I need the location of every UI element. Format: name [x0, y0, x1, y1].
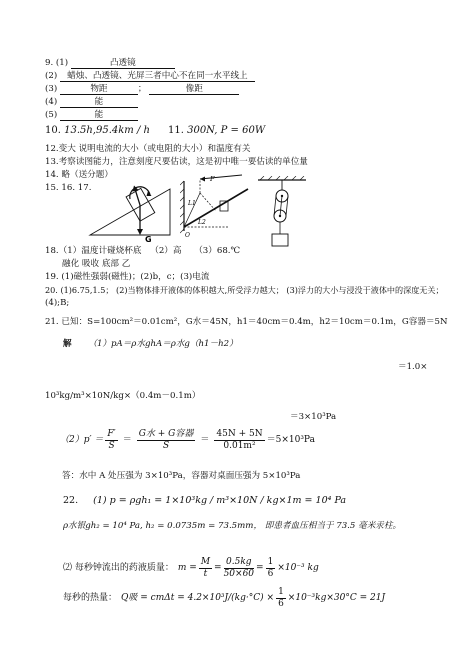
q21-frac3-den: 0.01m² — [223, 441, 256, 451]
q21-frac2-den: S — [162, 441, 170, 451]
q22-heat — [63, 588, 385, 609]
figure-lever — [180, 171, 252, 239]
q22-frac2 — [224, 558, 254, 579]
q22-frac1-den: t — [203, 569, 208, 579]
q9-line5 — [45, 111, 138, 121]
figure-label-O: O — [185, 232, 190, 239]
q22-heat-end: ×10⁻³kg×30°C = 21J — [287, 593, 386, 603]
q22-eq2: = — [256, 563, 264, 573]
figure-label-L1: L1 — [188, 200, 196, 207]
q22-frac2-num: 0.5kg — [226, 557, 252, 567]
q21-part2 — [60, 430, 315, 451]
figure-incline — [88, 185, 180, 247]
q22-mass — [63, 558, 319, 579]
q9-number: 9. (1) — [45, 58, 69, 68]
q22-heat-lead: 每秒的热量： — [63, 593, 118, 603]
q21-step1-text: （1）pA＝ρ水ghA＝ρ水g（h1－h2） — [88, 339, 238, 349]
q21-p2-end: ＝5×10³Pa — [266, 435, 315, 445]
q9-sep: ； — [137, 84, 147, 94]
q21-answer: 答：水中 A 处压强为 3×10³Pa，容器对桌面压强为 5×10³Pa — [62, 471, 301, 481]
q21-frac2 — [137, 430, 196, 451]
q20-line2: (4);B; — [45, 298, 70, 308]
q21-step1 — [63, 340, 238, 349]
q21-frac1-den: S — [108, 441, 115, 451]
q21-jie: 解 — [63, 339, 72, 349]
q21-frac2-num: G水 + G容器 — [138, 429, 194, 439]
figure-pulley — [256, 176, 308, 248]
q14: 14. 略（送分题） — [45, 170, 113, 180]
q22-frac3-den: 6 — [267, 569, 274, 579]
q18-line2: 融化 吸收 底部 乙 — [62, 259, 131, 269]
q9-line1 — [45, 59, 175, 69]
q22-number: 22. — [63, 495, 79, 506]
q22-heat-frac-num: 1 — [278, 587, 284, 597]
q9-line2 — [45, 72, 255, 82]
q21-frac3 — [214, 430, 264, 451]
q11 — [168, 126, 265, 136]
q11-number: 11. — [168, 125, 184, 136]
q9-answer4: 能 — [60, 98, 138, 108]
q13: 13.考察读图能力，注意刻度尺要估读，这是初中唯一要估读的单位量 — [45, 157, 308, 167]
q21-step1-right: ＝1.0× — [398, 362, 428, 372]
q9-line4 — [45, 98, 138, 108]
q22-heat-frac-den: 6 — [278, 599, 284, 609]
q21-frac1-num: F′ — [107, 429, 116, 439]
figure-label-G: G — [145, 235, 152, 244]
q9-line3 — [45, 85, 239, 95]
figure-label-F: F — [210, 175, 215, 183]
q22-p1: (1) p = ρgh₁ = 1×10³kg / m³×10N / kg×1m = 10⁴ Pa — [93, 495, 347, 506]
q21-eq1: ＝ — [122, 435, 132, 445]
q22-eq1: = — [214, 563, 222, 573]
q21-eq2: ＝ — [200, 435, 210, 445]
q15-17-label: 15. 16. 17. — [45, 183, 92, 193]
q9-sub2: (2) — [45, 71, 58, 81]
q21-given: 21. 已知：S=100cm²＝0.01cm²，G水＝45N，h1＝40cm＝0.4m，h2＝10cm＝0.1m，G容器＝5N — [45, 317, 448, 327]
q9-answer2: 蜡烛、凸透镜、光屏三者中心不在同一水平线上 — [60, 72, 255, 82]
q11-answer: 300N, P = 60W — [187, 125, 266, 136]
q18-part1: 18.（1）温度计碰烧杯底 — [45, 246, 142, 256]
q22-heat-frac — [276, 588, 286, 609]
q22-frac3 — [266, 558, 276, 579]
q9-answer3a: 物距 — [60, 85, 138, 95]
q22-m-end: ×10⁻³ kg — [277, 563, 319, 573]
q9-answer5: 能 — [60, 111, 138, 121]
q10 — [45, 126, 150, 136]
q22-heat-eq: Q吸 = cmΔt = 4.2×10³J/(kg·°C) × — [121, 593, 275, 603]
q10-answer: 13.5h,95.4km / h — [64, 125, 150, 136]
q22-p1b: ρ水银gh₂ = 10⁴ Pa, h₂ = 0.0735m = 73.5mm， 即患者血压相当于 73.5 毫米汞柱。 — [63, 521, 402, 531]
q21-frac1 — [105, 430, 117, 451]
q22-frac1-num: M — [200, 557, 211, 567]
q22-p2-lead: ⑵ 每秒钟流出的药液质量： — [63, 563, 174, 573]
figure-label-L2: L2 — [198, 219, 206, 226]
q20-line1: 20. (1)6.75,1.5； (2)当物体排开液体的体积越大,所受浮力越大； (3)浮力的大小与浸没于液体中的深度无关； — [45, 285, 444, 295]
q9-sub5: (5) — [45, 110, 58, 120]
q21-frac3-num: 45N + 5N — [216, 429, 263, 439]
q21-p2-lead: （2）p′ ＝ — [60, 435, 104, 445]
q18-part2: （2）高 — [150, 246, 182, 256]
q18-part3: （3）68.℃ — [194, 246, 241, 256]
q12: 12.变大 说明电流的大小（或电阻的大小）和温度有关 — [45, 144, 251, 154]
q22-frac3-num: 1 — [267, 557, 274, 567]
q9-answer3b: 像距 — [149, 85, 239, 95]
q9-sub4: (4) — [45, 97, 58, 107]
q9-sub3: (3) — [45, 84, 58, 94]
q22-line2 — [63, 522, 401, 531]
q21-step1c: ＝3×10³Pa — [290, 412, 337, 422]
q9-answer1: 凸透镜 — [71, 59, 175, 69]
q22-line1 — [63, 496, 346, 506]
q10-number: 10. — [45, 125, 61, 136]
q22-m-eq: m = — [177, 563, 197, 573]
q22-frac2-den: 50×60 — [223, 569, 255, 579]
q19: 19. (1)磁性强弱(磁性)；(2)b，c；(3)电流 — [45, 272, 210, 282]
q21-step1b: 10³kg/m³×10N/kg×（0.4m－0.1m） — [45, 391, 201, 401]
q18-line1 — [45, 247, 240, 256]
q22-frac1 — [199, 558, 212, 579]
